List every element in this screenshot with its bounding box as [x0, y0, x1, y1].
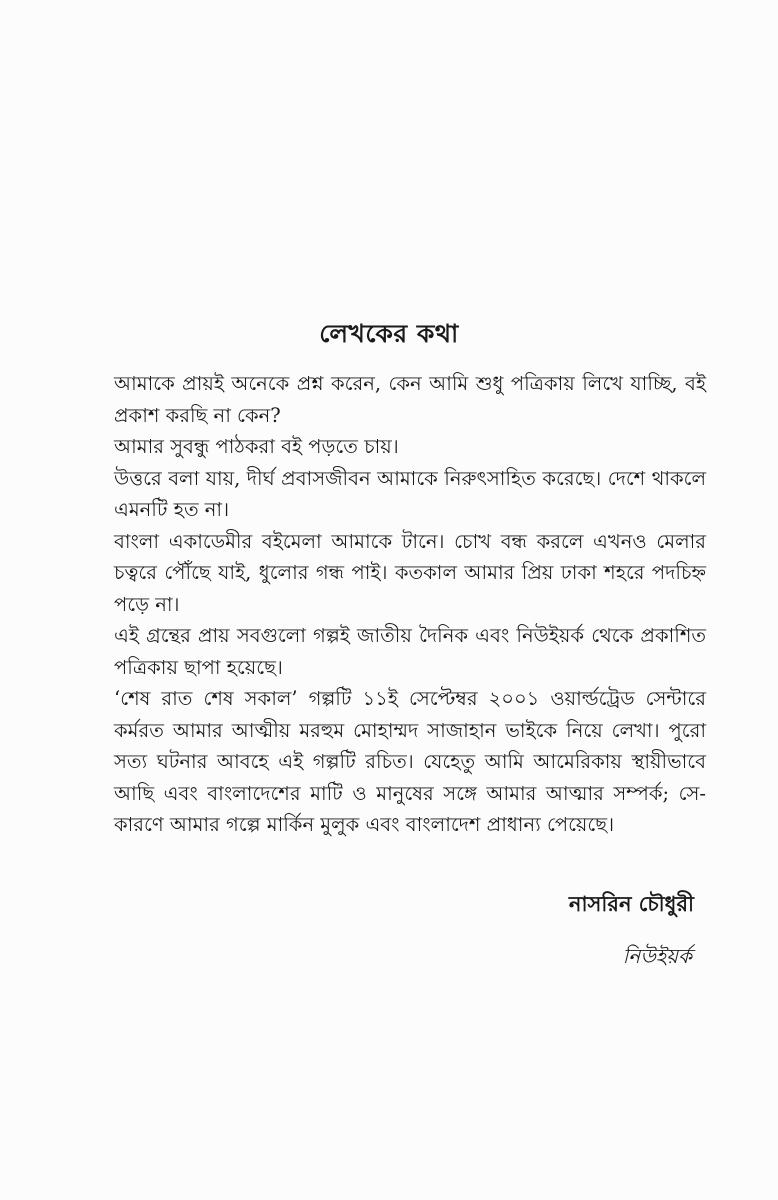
paragraph-3: উত্তরে বলা যায়, দীর্ঘ প্রবাসজীবন আমাকে নিরুৎসাহিত করেছে। দেশে থাকলে এমনটি হত না।	[114, 466, 706, 521]
preface-body	[114, 368, 706, 841]
page-heading: লেখকের কথা	[319, 319, 459, 348]
author-signature: নাসরিন চৌধুরী	[568, 891, 694, 916]
author-location: নিউইয়র্ক	[622, 944, 692, 968]
paragraph-6: ‘শেষ রাত শেষ সকাল’ গল্পটি ১১ই সেপ্টেম্বর ২০০১ ওয়ার্ল্ডট্রেড সেন্টারে কর্মরত আমার আত্মীয় মরহুম মোহাম্মদ সাজাহান ভাইকে নিয়ে লেখা। পুরো সত্য ঘটনার আবহে এই গল্পটি রচিত। যেহেতু আমি আমেরিকায় স্থায়ীভাবে আছি এবং বাংলাদেশের মাটি ও মানুষের সঙ্গে আমার আত্মার সম্পর্ক; সে-কারণে আমার গল্পে মার্কিন মুলুক এবং বাংলাদেশ প্রাধান্য পেয়েছে।	[114, 687, 706, 836]
paragraph-5: এই গ্রন্থের প্রায় সবগুলো গল্পই জাতীয় দৈনিক এবং নিউইয়র্ক থেকে প্রকাশিত পত্রিকায় ছাপা হয়েছে।	[114, 624, 706, 679]
paragraph-1: আমাকে প্রায়ই অনেকে প্রশ্ন করেন, কেন আমি শুধু পত্রিকায় লিখে যাচ্ছি, বই প্রকাশ করছি না কেন?	[114, 372, 706, 427]
paragraph-4: বাংলা একাডেমীর বইমেলা আমাকে টানে। চোখ বন্ধ করলে এখনও মেলার চত্বরে পৌঁছে যাই, ধুলোর গন্ধ পাই। কতকাল আমার প্রিয় ঢাকা শহরে পদচিহ্ন পড়ে না।	[114, 529, 706, 616]
paragraph-2: আমার সুবন্ধু পাঠকরা বই পড়তে চায়।	[114, 435, 399, 458]
